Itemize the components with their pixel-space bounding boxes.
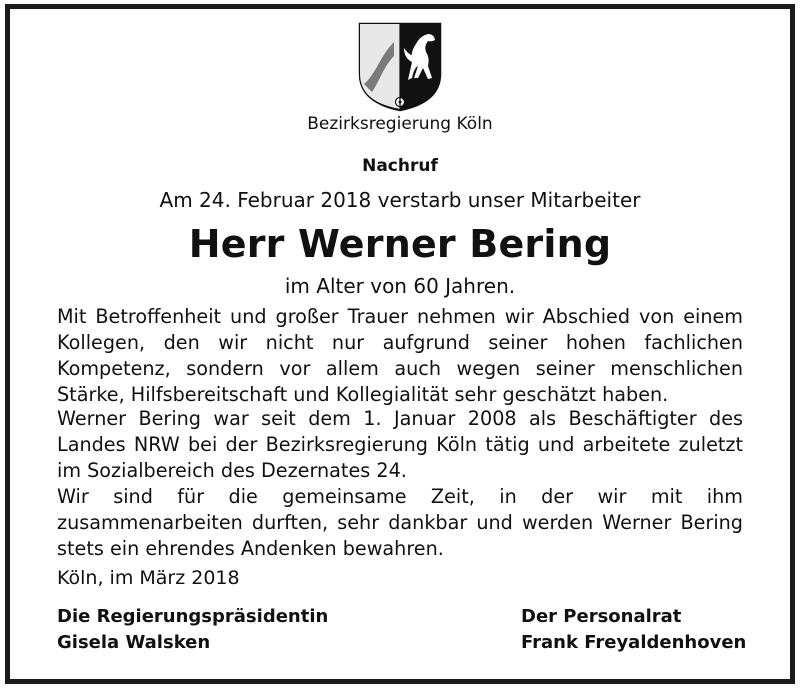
- intro-line: Am 24. Februar 2018 verstarb unser Mitarbeiter: [159, 188, 641, 212]
- signatory-role: Die Regierungspräsidentin: [57, 606, 329, 627]
- paragraph-gratitude: Wir sind für die gemeinsame Zeit, in der wir mit ihm zusammenarbeiten durften, sehr dankbar und werden Werner Bering stets ein ehrendes Andenken bewahren.: [57, 485, 743, 560]
- signature-block-staff-council: [521, 604, 746, 656]
- signatory-role: Der Personalrat: [521, 606, 682, 627]
- paragraph-condolence: Mit Betroffenheit und großer Trauer nehmen wir Abschied von einem Kollegen, den wir nicht nur aufgrund seiner hohen fachlichen Kompetenz, sondern vor allem auch wegen seiner menschlichen Stärke, Hilfsbereitschaft und Kollegialität sehr geschätzt haben.: [57, 305, 743, 406]
- paragraph-employment: Werner Bering war seit dem 1. Januar 2008 als Beschäftigter des Landes NRW bei der Bezirksregierung Köln tätig und arbeitete zuletzt im Sozialbereich des Dezernates 24.: [57, 407, 743, 482]
- signature-block-president: [57, 604, 328, 656]
- organization-name: Bezirksregierung Köln: [307, 114, 493, 134]
- obituary-heading: Nachruf: [362, 156, 438, 176]
- nrw-coat-of-arms-icon: [358, 22, 442, 112]
- signatory-name: Frank Freyaldenhoven: [521, 632, 747, 653]
- age-line: im Alter von 60 Jahren.: [284, 274, 516, 298]
- place-date: Köln, im März 2018: [57, 567, 240, 589]
- deceased-name: Herr Werner Bering: [188, 222, 612, 266]
- signatory-name: Gisela Walsken: [57, 632, 211, 653]
